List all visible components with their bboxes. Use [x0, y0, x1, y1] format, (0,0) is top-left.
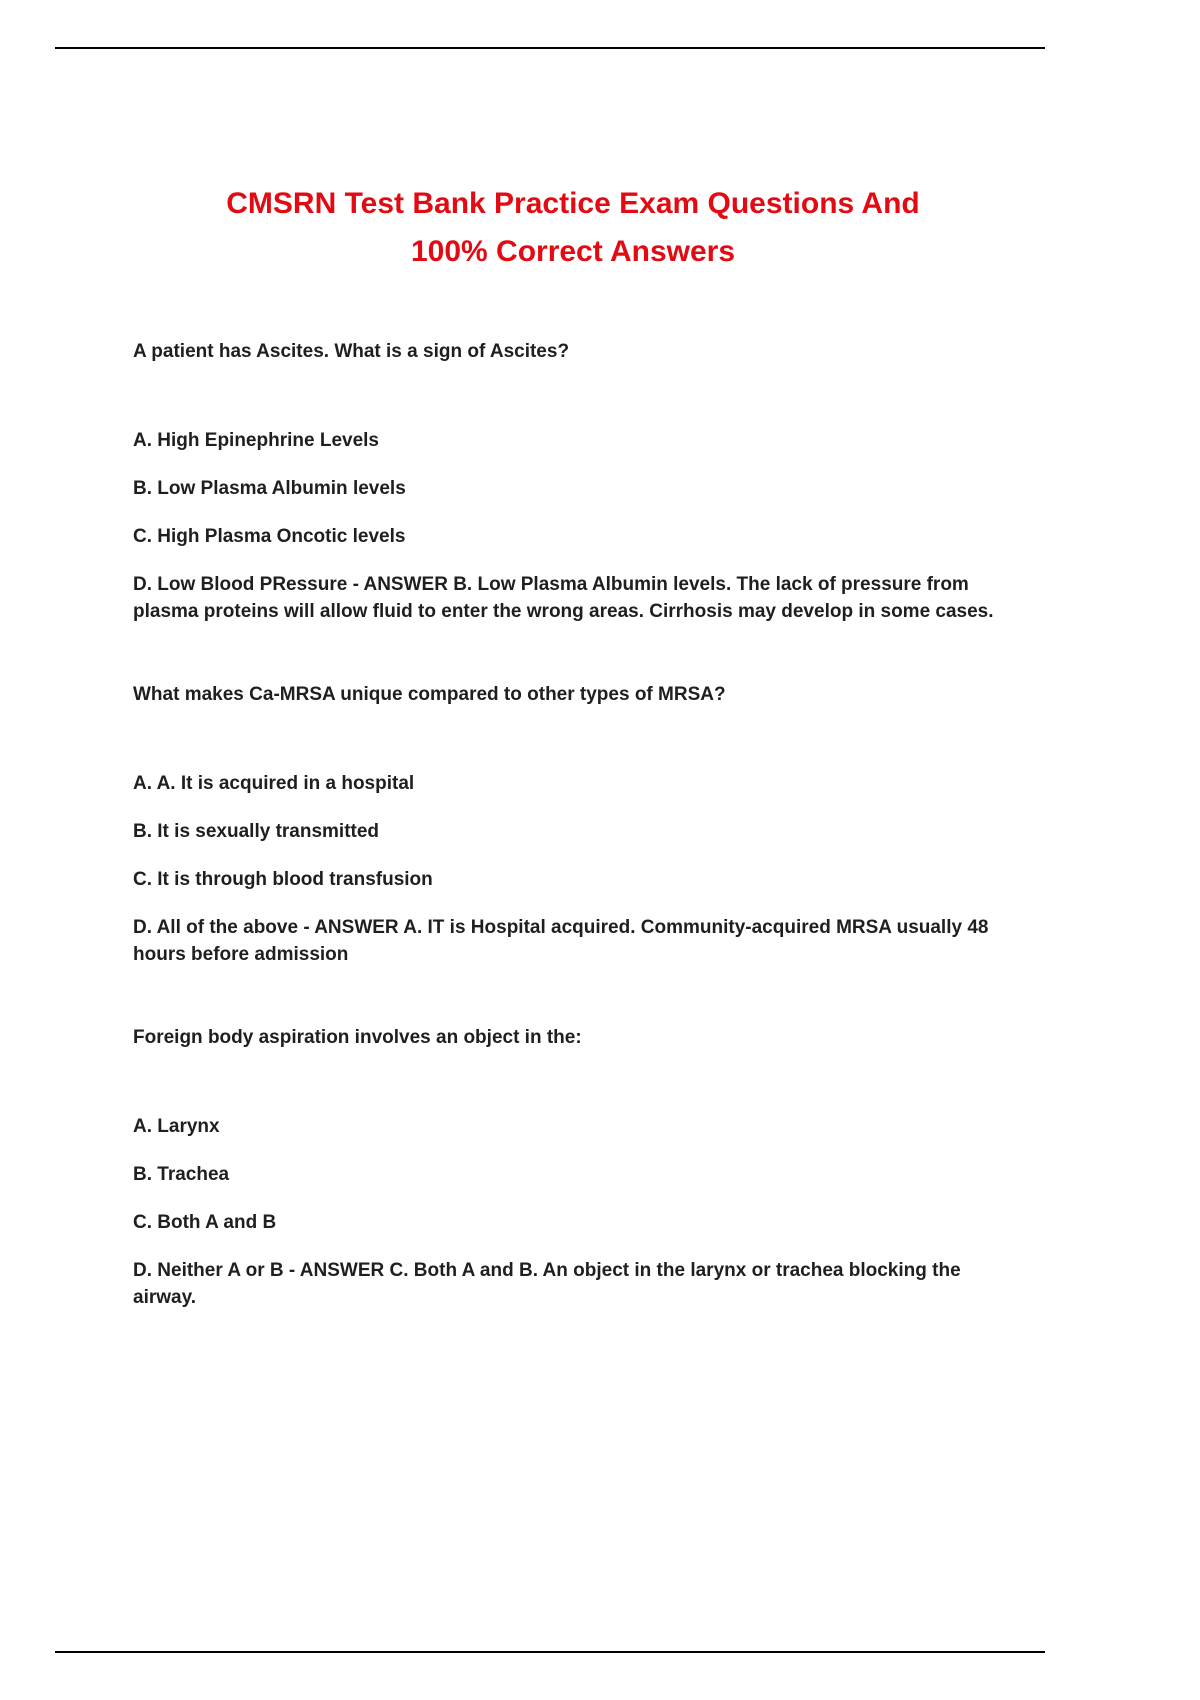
question-text: Foreign body aspiration involves an object in the: [133, 1027, 582, 1048]
question-text: A patient has Ascites. What is a sign of Ascites? [133, 341, 570, 362]
option-d-answer: D. All of the above - ANSWER A. IT is Hospital acquired. Community-acquired MRSA usually 48 hours before admission [133, 917, 989, 965]
top-divider [55, 47, 1045, 49]
option-c: C. High Plasma Oncotic levels [133, 526, 406, 547]
question-block-1 [133, 338, 1001, 625]
option-d-answer: D. Low Blood PRessure - ANSWER B. Low Plasma Albumin levels. The lack of pressure from plasma proteins will allow fluid to enter the wrong areas. Cirrhosis may develop in some cases. [133, 574, 994, 622]
question-text: What makes Ca-MRSA unique compared to other types of MRSA? [133, 684, 726, 705]
option-b: B. Low Plasma Albumin levels [133, 478, 406, 499]
bottom-divider [55, 1651, 1045, 1653]
option-c: C. It is through blood transfusion [133, 869, 433, 890]
title-line-2: 100% Correct Answers [410, 235, 736, 268]
option-a: A. High Epinephrine Levels [133, 430, 379, 451]
option-d-answer: D. Neither A or B - ANSWER C. Both A and B. An object in the larynx or trachea blocking the airway. [133, 1260, 961, 1308]
document-body [133, 338, 1001, 1311]
title-line-1: CMSRN Test Bank Practice Exam Questions And [226, 187, 920, 220]
question-block-3 [133, 1024, 1001, 1311]
option-b: B. Trachea [133, 1164, 230, 1185]
option-b: B. It is sexually transmitted [133, 821, 380, 842]
question-block-2 [133, 681, 1001, 968]
document-title [0, 0, 1146, 276]
option-a: A. Larynx [133, 1116, 220, 1137]
option-a: A. A. It is acquired in a hospital [133, 773, 415, 794]
option-c: C. Both A and B [133, 1212, 277, 1233]
